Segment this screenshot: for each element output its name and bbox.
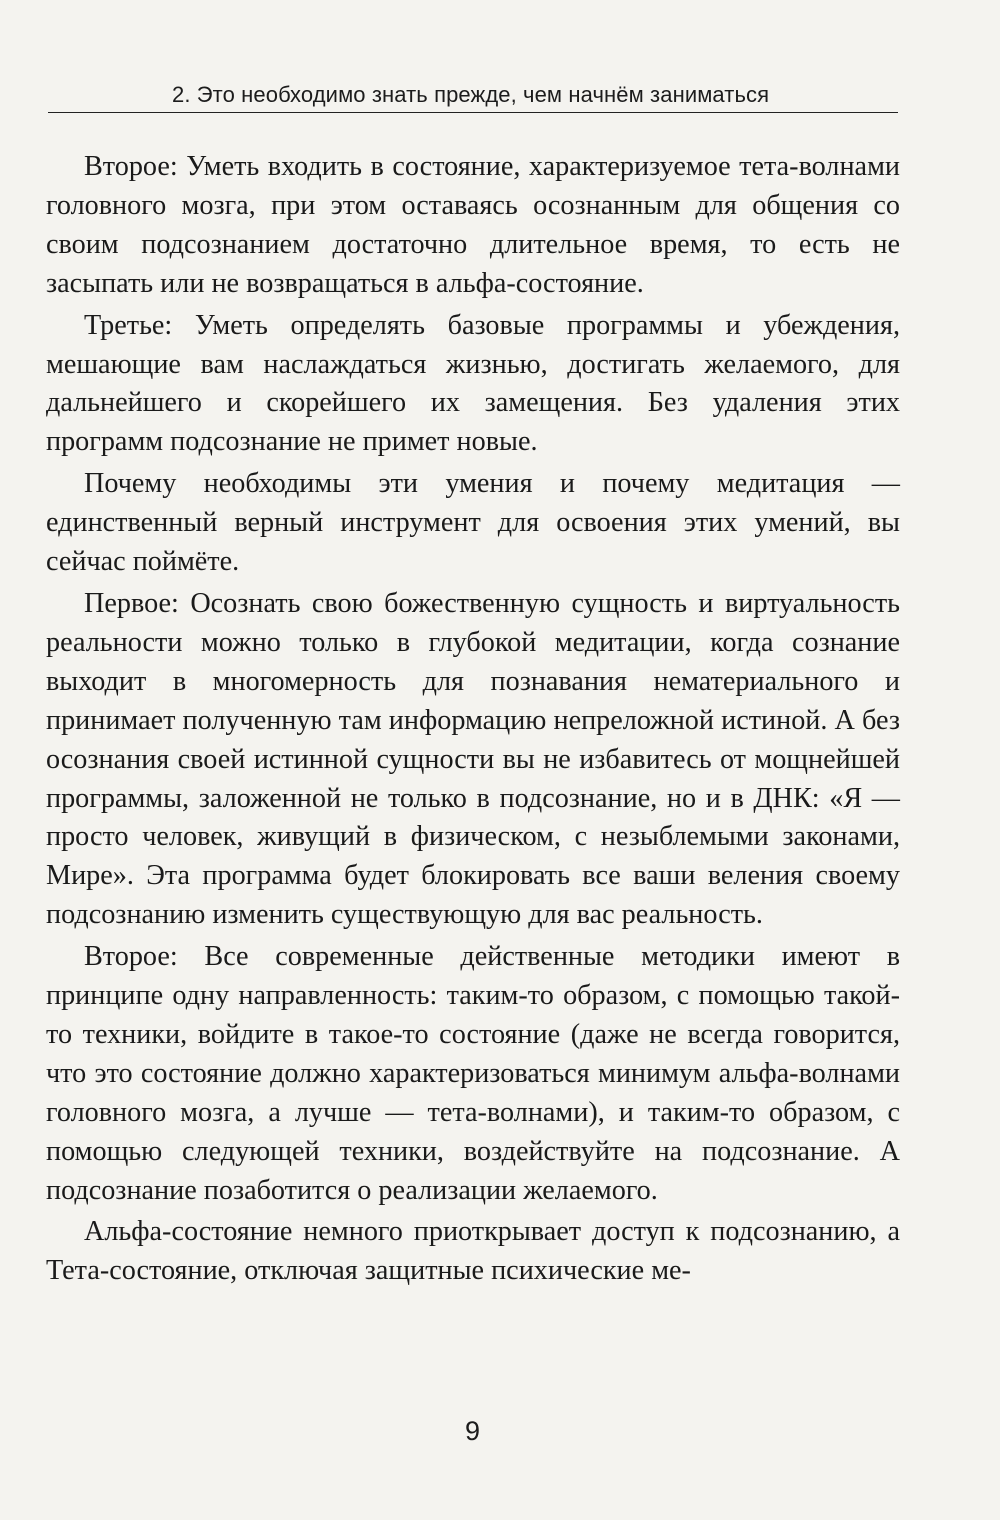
header-rule	[48, 112, 898, 113]
paragraph-first-reason: Первое: Осознать свою божественную сущность и виртуальность реальности можно только в глубокой медитации, когда сознание выходит в многомерность для познавания нематериального и принимает полученную там информацию непреложной истиной. А без осознания своей истинной сущности вы не избавитесь от мощнейшей программы, заложенной не только в подсознание, но и в ДНК: «Я — просто человек, живущий в физическом, с незыблемыми законами, Мире». Эта программа будет блокировать все ваши веления своему подсознанию изменить существующую для вас реальность.	[46, 587, 900, 931]
page-number: 9	[464, 1416, 481, 1446]
paragraph-second-skill: Второе: Уметь входить в состояние, характеризуемое тета-волнами головного мозга, при этом оставаясь осознанным для общения со своим подсознанием достаточно длительное время, то есть не засыпать или не возвращаться в альфа-состояние.	[46, 151, 900, 299]
body-text	[46, 148, 900, 1294]
paragraph-second-reason: Второе: Все современные действенные методики имеют в принципе одну направленность: таким-то образом, с помощью такой-то техники, войдите в такое-то состояние (даже не всегда говорится, что это состояние должно характеризоваться минимум альфа-волнами головного мозга, а лучше — тета-волнами), и таким-то образом, с помощью следующей техники, воздействуйте на подсознание. А подсознание позаботится о реализации желаемого.	[46, 941, 900, 1206]
paragraph-third-skill: Третье: Уметь определять базовые программы и убеждения, мешающие вам наслаждаться жизнью, достигать желаемого, для дальнейшего и скорейшего их замещения. Без удаления этих программ подсознание не примет новые.	[46, 309, 900, 458]
paragraph-alpha-state: Альфа-состояние немного приоткрывает доступ к подсознанию, а Тета-состояние, отключая защитные психические ме-	[46, 1216, 900, 1287]
paragraph-why-meditation: Почему необходимы эти умения и почему медитация — единственный верный инструмент для освоения этих умений, вы сейчас поймёте.	[46, 468, 900, 578]
running-header: 2. Это необходимо знать прежде, чем начнём заниматься	[172, 82, 770, 107]
